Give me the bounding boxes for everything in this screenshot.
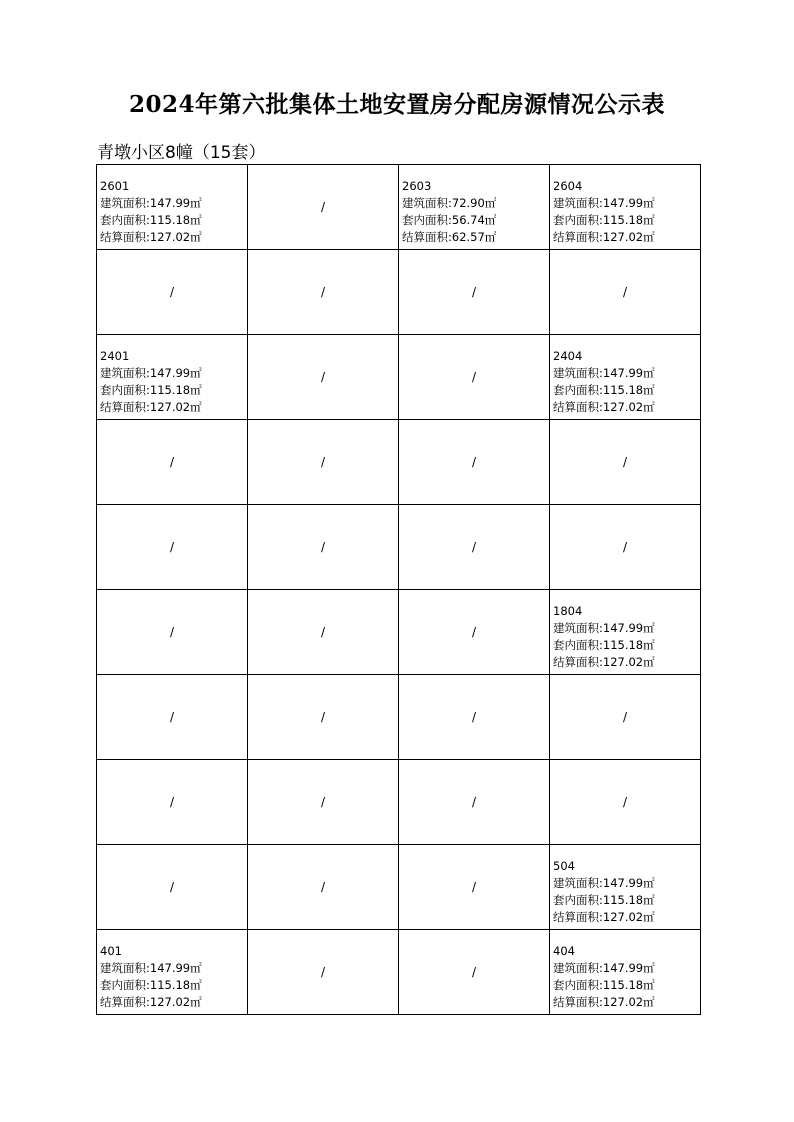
unit-cell bbox=[97, 930, 248, 1015]
page-title: 2024年第六批集体土地安置房分配房源情况公示表 bbox=[128, 91, 665, 118]
unit-area-line: 建筑面积:147.99㎡ bbox=[100, 366, 202, 380]
unit-area-line: 建筑面积:147.99㎡ bbox=[553, 621, 655, 635]
empty-cell bbox=[399, 760, 550, 845]
unit-number: 404 bbox=[553, 944, 575, 958]
empty-mark: / bbox=[320, 624, 326, 639]
empty-mark: / bbox=[320, 199, 326, 214]
unit-number: 401 bbox=[100, 944, 122, 958]
unit-info bbox=[550, 590, 700, 671]
empty-cell bbox=[248, 250, 399, 335]
grid-row bbox=[97, 505, 701, 590]
grid-row bbox=[97, 165, 701, 250]
unit-area-line: 套内面积:115.18㎡ bbox=[100, 978, 202, 992]
empty-mark: / bbox=[471, 709, 477, 724]
unit-area-line: 结算面积:127.02㎡ bbox=[100, 995, 202, 1009]
unit-area-line: 套内面积:115.18㎡ bbox=[553, 383, 655, 397]
empty-cell bbox=[550, 505, 701, 590]
unit-area-line: 建筑面积:147.99㎡ bbox=[553, 876, 655, 890]
empty-mark: / bbox=[622, 454, 628, 469]
unit-area-line: 结算面积:127.02㎡ bbox=[553, 400, 655, 414]
unit-area-line: 套内面积:115.18㎡ bbox=[553, 978, 655, 992]
unit-number: 2604 bbox=[553, 179, 583, 193]
unit-number: 2601 bbox=[100, 179, 130, 193]
unit-cell bbox=[97, 165, 248, 250]
empty-cell bbox=[248, 420, 399, 505]
empty-cell bbox=[248, 845, 399, 930]
unit-info bbox=[550, 930, 700, 1011]
unit-number: 2603 bbox=[402, 179, 432, 193]
empty-cell bbox=[97, 760, 248, 845]
empty-mark: / bbox=[320, 539, 326, 554]
grid-row bbox=[97, 760, 701, 845]
empty-mark: / bbox=[471, 964, 477, 979]
unit-cell bbox=[399, 165, 550, 250]
empty-cell bbox=[248, 165, 399, 250]
empty-cell bbox=[399, 675, 550, 760]
empty-mark: / bbox=[169, 284, 175, 299]
empty-cell bbox=[550, 420, 701, 505]
empty-mark: / bbox=[471, 454, 477, 469]
unit-number: 2401 bbox=[100, 349, 130, 363]
empty-mark: / bbox=[169, 794, 175, 809]
empty-mark: / bbox=[320, 709, 326, 724]
unit-info bbox=[97, 165, 247, 246]
unit-info bbox=[550, 335, 700, 416]
unit-area-line: 套内面积:115.18㎡ bbox=[100, 383, 202, 397]
unit-area-line: 结算面积:62.57㎡ bbox=[402, 230, 497, 244]
empty-mark: / bbox=[471, 794, 477, 809]
unit-info bbox=[399, 165, 549, 246]
empty-cell bbox=[399, 930, 550, 1015]
unit-area-line: 结算面积:127.02㎡ bbox=[100, 230, 202, 244]
unit-area-line: 建筑面积:147.99㎡ bbox=[553, 196, 655, 210]
unit-cell bbox=[550, 845, 701, 930]
empty-mark: / bbox=[320, 964, 326, 979]
empty-mark: / bbox=[169, 539, 175, 554]
empty-mark: / bbox=[471, 539, 477, 554]
housing-grid-body bbox=[97, 165, 701, 1015]
grid-row bbox=[97, 250, 701, 335]
unit-area-line: 建筑面积:147.99㎡ bbox=[553, 961, 655, 975]
empty-cell bbox=[248, 930, 399, 1015]
unit-info bbox=[97, 930, 247, 1011]
empty-cell bbox=[550, 250, 701, 335]
empty-mark: / bbox=[471, 369, 477, 384]
empty-cell bbox=[97, 590, 248, 675]
grid-row bbox=[97, 845, 701, 930]
empty-mark: / bbox=[320, 284, 326, 299]
empty-cell bbox=[399, 590, 550, 675]
empty-mark: / bbox=[169, 454, 175, 469]
unit-area-line: 套内面积:115.18㎡ bbox=[553, 893, 655, 907]
unit-area-line: 套内面积:56.74㎡ bbox=[402, 213, 497, 227]
building-subtitle: 青墩小区8幢（15套） bbox=[97, 143, 266, 163]
unit-info bbox=[550, 165, 700, 246]
empty-cell bbox=[248, 760, 399, 845]
empty-mark: / bbox=[320, 454, 326, 469]
empty-mark: / bbox=[320, 879, 326, 894]
empty-cell bbox=[399, 505, 550, 590]
unit-area-line: 结算面积:127.02㎡ bbox=[553, 910, 655, 924]
unit-info bbox=[550, 845, 700, 926]
empty-cell bbox=[97, 845, 248, 930]
unit-cell bbox=[550, 930, 701, 1015]
empty-mark: / bbox=[471, 284, 477, 299]
empty-cell bbox=[399, 250, 550, 335]
unit-area-line: 建筑面积:147.99㎡ bbox=[100, 196, 202, 210]
empty-mark: / bbox=[622, 284, 628, 299]
empty-cell bbox=[97, 250, 248, 335]
empty-cell bbox=[97, 675, 248, 760]
unit-cell bbox=[550, 165, 701, 250]
empty-cell bbox=[97, 420, 248, 505]
empty-cell bbox=[248, 675, 399, 760]
unit-cell bbox=[97, 335, 248, 420]
unit-area-line: 套内面积:115.18㎡ bbox=[100, 213, 202, 227]
grid-row bbox=[97, 335, 701, 420]
empty-mark: / bbox=[169, 879, 175, 894]
empty-cell bbox=[399, 845, 550, 930]
empty-cell bbox=[248, 505, 399, 590]
empty-mark: / bbox=[622, 539, 628, 554]
grid-row bbox=[97, 420, 701, 505]
unit-cell bbox=[550, 335, 701, 420]
unit-area-line: 套内面积:115.18㎡ bbox=[553, 638, 655, 652]
grid-row bbox=[97, 930, 701, 1015]
grid-row bbox=[97, 590, 701, 675]
empty-mark: / bbox=[471, 624, 477, 639]
unit-info bbox=[97, 335, 247, 416]
unit-area-line: 结算面积:127.02㎡ bbox=[553, 230, 655, 244]
unit-number: 1804 bbox=[553, 604, 583, 618]
empty-cell bbox=[550, 760, 701, 845]
empty-mark: / bbox=[169, 709, 175, 724]
unit-area-line: 结算面积:127.02㎡ bbox=[553, 655, 655, 669]
empty-mark: / bbox=[471, 879, 477, 894]
unit-area-line: 结算面积:127.02㎡ bbox=[553, 995, 655, 1009]
empty-mark: / bbox=[169, 624, 175, 639]
unit-area-line: 结算面积:127.02㎡ bbox=[100, 400, 202, 414]
unit-area-line: 套内面积:115.18㎡ bbox=[553, 213, 655, 227]
empty-mark: / bbox=[320, 794, 326, 809]
unit-area-line: 建筑面积:147.99㎡ bbox=[100, 961, 202, 975]
empty-cell bbox=[399, 335, 550, 420]
unit-cell bbox=[550, 590, 701, 675]
empty-mark: / bbox=[622, 794, 628, 809]
unit-area-line: 建筑面积:72.90㎡ bbox=[402, 196, 497, 210]
grid-row bbox=[97, 675, 701, 760]
unit-number: 2404 bbox=[553, 349, 583, 363]
unit-area-line: 建筑面积:147.99㎡ bbox=[553, 366, 655, 380]
empty-cell bbox=[399, 420, 550, 505]
housing-grid bbox=[96, 164, 701, 1015]
empty-cell bbox=[97, 505, 248, 590]
empty-cell bbox=[248, 590, 399, 675]
empty-mark: / bbox=[622, 709, 628, 724]
empty-mark: / bbox=[320, 369, 326, 384]
empty-cell bbox=[248, 335, 399, 420]
unit-number: 504 bbox=[553, 859, 575, 873]
empty-cell bbox=[550, 675, 701, 760]
